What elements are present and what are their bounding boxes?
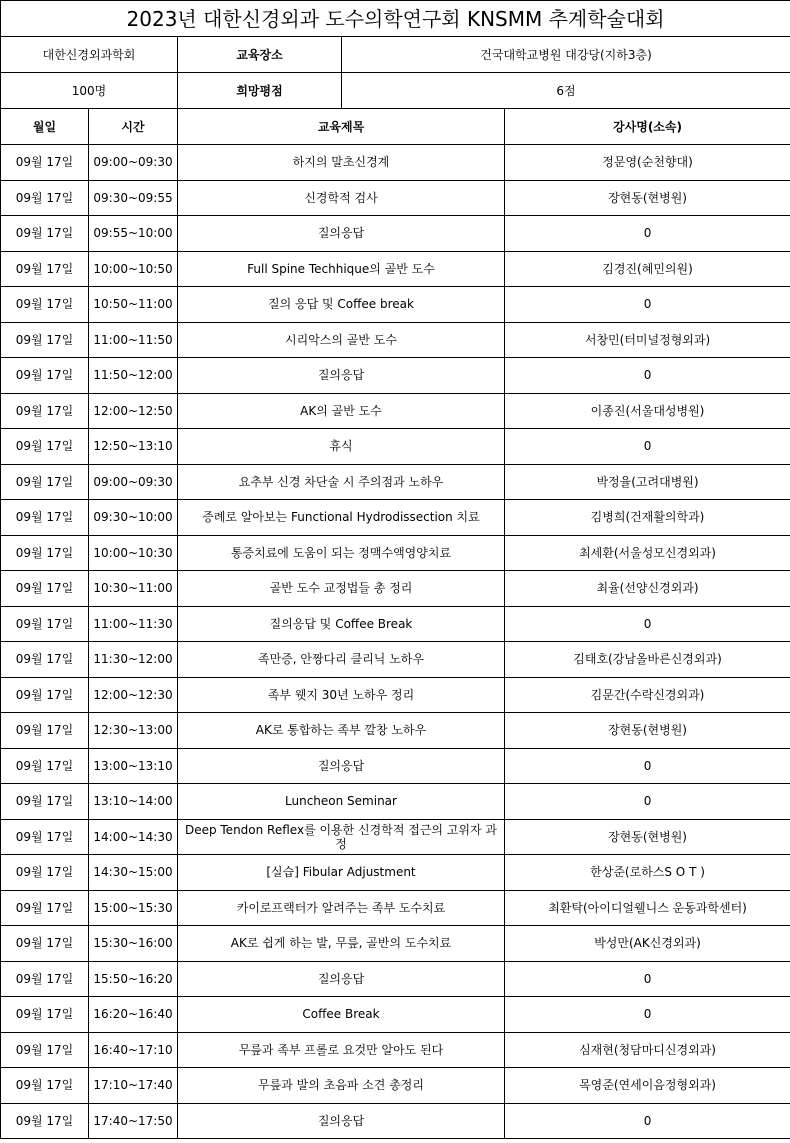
credit-value: 6점: [342, 73, 790, 109]
row-speaker: 김문간(수락신경외과): [505, 677, 790, 713]
row-subject: 질의응답: [178, 748, 505, 784]
row-time: 09:30~10:00: [89, 500, 178, 536]
table-row: [1, 642, 790, 678]
row-subject: AK의 골반 도수: [178, 393, 505, 429]
venue-label: 교육장소: [178, 37, 342, 73]
row-speaker: 0: [505, 748, 790, 784]
table-row: [1, 606, 790, 642]
row-time: 17:40~17:50: [89, 1103, 178, 1139]
row-date: 09월 17일: [1, 393, 89, 429]
row-speaker: 0: [505, 429, 790, 465]
row-time: 09:00~09:30: [89, 464, 178, 500]
table-row: [1, 251, 790, 287]
table-row: [1, 535, 790, 571]
row-date: 09월 17일: [1, 677, 89, 713]
table-row: [1, 926, 790, 962]
info-row-venue: [1, 37, 790, 73]
row-date: 09월 17일: [1, 713, 89, 749]
table-row: [1, 358, 790, 394]
row-subject: 질의응답: [178, 358, 505, 394]
row-speaker: 이종진(서울대성병원): [505, 393, 790, 429]
row-subject: Luncheon Seminar: [178, 784, 505, 820]
table-row: [1, 819, 790, 855]
row-time: 09:55~10:00: [89, 216, 178, 252]
row-speaker: 0: [505, 784, 790, 820]
row-speaker: 0: [505, 358, 790, 394]
row-time: 09:30~09:55: [89, 180, 178, 216]
table-row: [1, 1032, 790, 1068]
row-time: 10:50~11:00: [89, 287, 178, 323]
table-row: [1, 855, 790, 891]
row-subject: 통증치료에 도움이 되는 정맥수액영양치료: [178, 535, 505, 571]
table-row: [1, 145, 790, 181]
table-row: [1, 571, 790, 607]
row-subject: 무릎과 발의 초음파 소견 총정리: [178, 1068, 505, 1104]
row-subject: AK로 통합하는 족부 깔창 노하우: [178, 713, 505, 749]
row-date: 09월 17일: [1, 500, 89, 536]
row-subject: 증례로 알아보는 Functional Hydrodissection 치료: [178, 500, 505, 536]
row-subject: 질의응답: [178, 216, 505, 252]
table-row: [1, 464, 790, 500]
row-subject: AK로 쉽게 하는 발, 무릎, 골반의 도수치료: [178, 926, 505, 962]
row-date: 09월 17일: [1, 926, 89, 962]
row-speaker: 김경진(혜민의원): [505, 251, 790, 287]
title-row: [1, 1, 790, 37]
row-date: 09월 17일: [1, 464, 89, 500]
info-row-credit: [1, 73, 790, 109]
row-time: 14:30~15:00: [89, 855, 178, 891]
organizer: 대한신경외과학회: [1, 37, 178, 73]
row-date: 09월 17일: [1, 1103, 89, 1139]
row-subject: 하지의 말초신경계: [178, 145, 505, 181]
table-row: [1, 322, 790, 358]
row-subject: 골반 도수 교정법들 총 정리: [178, 571, 505, 607]
row-date: 09월 17일: [1, 322, 89, 358]
table-row: [1, 429, 790, 465]
table-row: [1, 890, 790, 926]
table-row: [1, 393, 790, 429]
header-subject: 교육제목: [178, 109, 505, 145]
row-speaker: 최환탁(아이디얼웰니스 운동과학센터): [505, 890, 790, 926]
row-date: 09월 17일: [1, 535, 89, 571]
row-time: 12:50~13:10: [89, 429, 178, 465]
table-row: [1, 784, 790, 820]
row-speaker: 0: [505, 961, 790, 997]
row-time: 12:00~12:50: [89, 393, 178, 429]
row-speaker: 김병희(건재활의학과): [505, 500, 790, 536]
table-row: [1, 713, 790, 749]
header-speaker: 강사명(소속): [505, 109, 790, 145]
table-row: [1, 677, 790, 713]
row-subject: 질의응답 및 Coffee Break: [178, 606, 505, 642]
page-title: 2023년 대한신경외과 도수의학연구회 KNSMM 추계학술대회: [1, 1, 790, 37]
row-subject: 무릎과 족부 프롤로 요것만 알아도 된다: [178, 1032, 505, 1068]
row-speaker: 0: [505, 287, 790, 323]
row-date: 09월 17일: [1, 606, 89, 642]
row-time: 15:50~16:20: [89, 961, 178, 997]
table-row: [1, 997, 790, 1033]
row-speaker: 0: [505, 1103, 790, 1139]
row-speaker: 0: [505, 216, 790, 252]
row-time: 13:00~13:10: [89, 748, 178, 784]
venue-value: 건국대학교병원 대강당(지하3층): [342, 37, 790, 73]
row-subject: Deep Tendon Reflex를 이용한 신경학적 접근의 고위자 과정: [178, 819, 505, 855]
row-date: 09월 17일: [1, 855, 89, 891]
row-date: 09월 17일: [1, 890, 89, 926]
row-date: 09월 17일: [1, 251, 89, 287]
capacity-value: 100명: [1, 73, 178, 109]
row-subject: 신경학적 검사: [178, 180, 505, 216]
row-time: 13:10~14:00: [89, 784, 178, 820]
row-speaker: 장현동(현병원): [505, 180, 790, 216]
row-speaker: 한상준(로하스S O T ): [505, 855, 790, 891]
row-speaker: 최율(선양신경외과): [505, 571, 790, 607]
row-date: 09월 17일: [1, 748, 89, 784]
row-time: 15:00~15:30: [89, 890, 178, 926]
row-speaker: 박성만(AK신경외과): [505, 926, 790, 962]
row-time: 11:00~11:50: [89, 322, 178, 358]
row-subject: Coffee Break: [178, 997, 505, 1033]
table-row: [1, 500, 790, 536]
row-time: 10:30~11:00: [89, 571, 178, 607]
row-speaker: 김태호(강남올바른신경외과): [505, 642, 790, 678]
row-time: 16:40~17:10: [89, 1032, 178, 1068]
row-subject: 휴식: [178, 429, 505, 465]
row-speaker: 장현동(현병원): [505, 819, 790, 855]
row-time: 11:30~12:00: [89, 642, 178, 678]
header-date: 월일: [1, 109, 89, 145]
row-date: 09월 17일: [1, 180, 89, 216]
row-time: 16:20~16:40: [89, 997, 178, 1033]
row-date: 09월 17일: [1, 1068, 89, 1104]
row-speaker: 정문영(순천향대): [505, 145, 790, 181]
table-row: [1, 1068, 790, 1104]
header-row: [1, 109, 790, 145]
row-date: 09월 17일: [1, 1032, 89, 1068]
row-subject: 카이로프랙터가 알려주는 족부 도수치료: [178, 890, 505, 926]
credit-label: 희망평점: [178, 73, 342, 109]
row-date: 09월 17일: [1, 784, 89, 820]
table-row: [1, 961, 790, 997]
row-speaker: 목영준(연세이음정형외과): [505, 1068, 790, 1104]
row-speaker: 박정율(고려대병원): [505, 464, 790, 500]
row-date: 09월 17일: [1, 571, 89, 607]
row-date: 09월 17일: [1, 997, 89, 1033]
row-subject: [실습] Fibular Adjustment: [178, 855, 505, 891]
row-speaker: 서창민(터미널정형외과): [505, 322, 790, 358]
row-time: 09:00~09:30: [89, 145, 178, 181]
row-time: 15:30~16:00: [89, 926, 178, 962]
row-subject: 요추부 신경 차단술 시 주의점과 노하우: [178, 464, 505, 500]
row-date: 09월 17일: [1, 429, 89, 465]
row-time: 12:00~12:30: [89, 677, 178, 713]
row-speaker: 심재현(청담마디신경외과): [505, 1032, 790, 1068]
table-row: [1, 216, 790, 252]
row-subject: 질의 응답 및 Coffee break: [178, 287, 505, 323]
row-subject: 질의응답: [178, 1103, 505, 1139]
row-date: 09월 17일: [1, 358, 89, 394]
row-speaker: 0: [505, 606, 790, 642]
row-time: 14:00~14:30: [89, 819, 178, 855]
row-date: 09월 17일: [1, 819, 89, 855]
row-time: 11:00~11:30: [89, 606, 178, 642]
row-date: 09월 17일: [1, 216, 89, 252]
row-subject: 족부 웻지 30년 노하우 정리: [178, 677, 505, 713]
row-speaker: 0: [505, 997, 790, 1033]
row-time: 11:50~12:00: [89, 358, 178, 394]
row-speaker: 장현동(현병원): [505, 713, 790, 749]
row-time: 10:00~10:50: [89, 251, 178, 287]
row-date: 09월 17일: [1, 287, 89, 323]
row-time: 12:30~13:00: [89, 713, 178, 749]
row-subject: 족만증, 안짱다리 클리닉 노하우: [178, 642, 505, 678]
row-subject: Full Spine Techhique의 골반 도수: [178, 251, 505, 287]
table-row: [1, 1103, 790, 1139]
row-time: 17:10~17:40: [89, 1068, 178, 1104]
row-speaker: 최세환(서울성모신경외과): [505, 535, 790, 571]
row-date: 09월 17일: [1, 642, 89, 678]
row-subject: 질의응답: [178, 961, 505, 997]
table-row: [1, 287, 790, 323]
row-time: 10:00~10:30: [89, 535, 178, 571]
table-row: [1, 748, 790, 784]
table-row: [1, 180, 790, 216]
header-time: 시간: [89, 109, 178, 145]
row-date: 09월 17일: [1, 961, 89, 997]
row-subject: 시리악스의 골반 도수: [178, 322, 505, 358]
row-date: 09월 17일: [1, 145, 89, 181]
